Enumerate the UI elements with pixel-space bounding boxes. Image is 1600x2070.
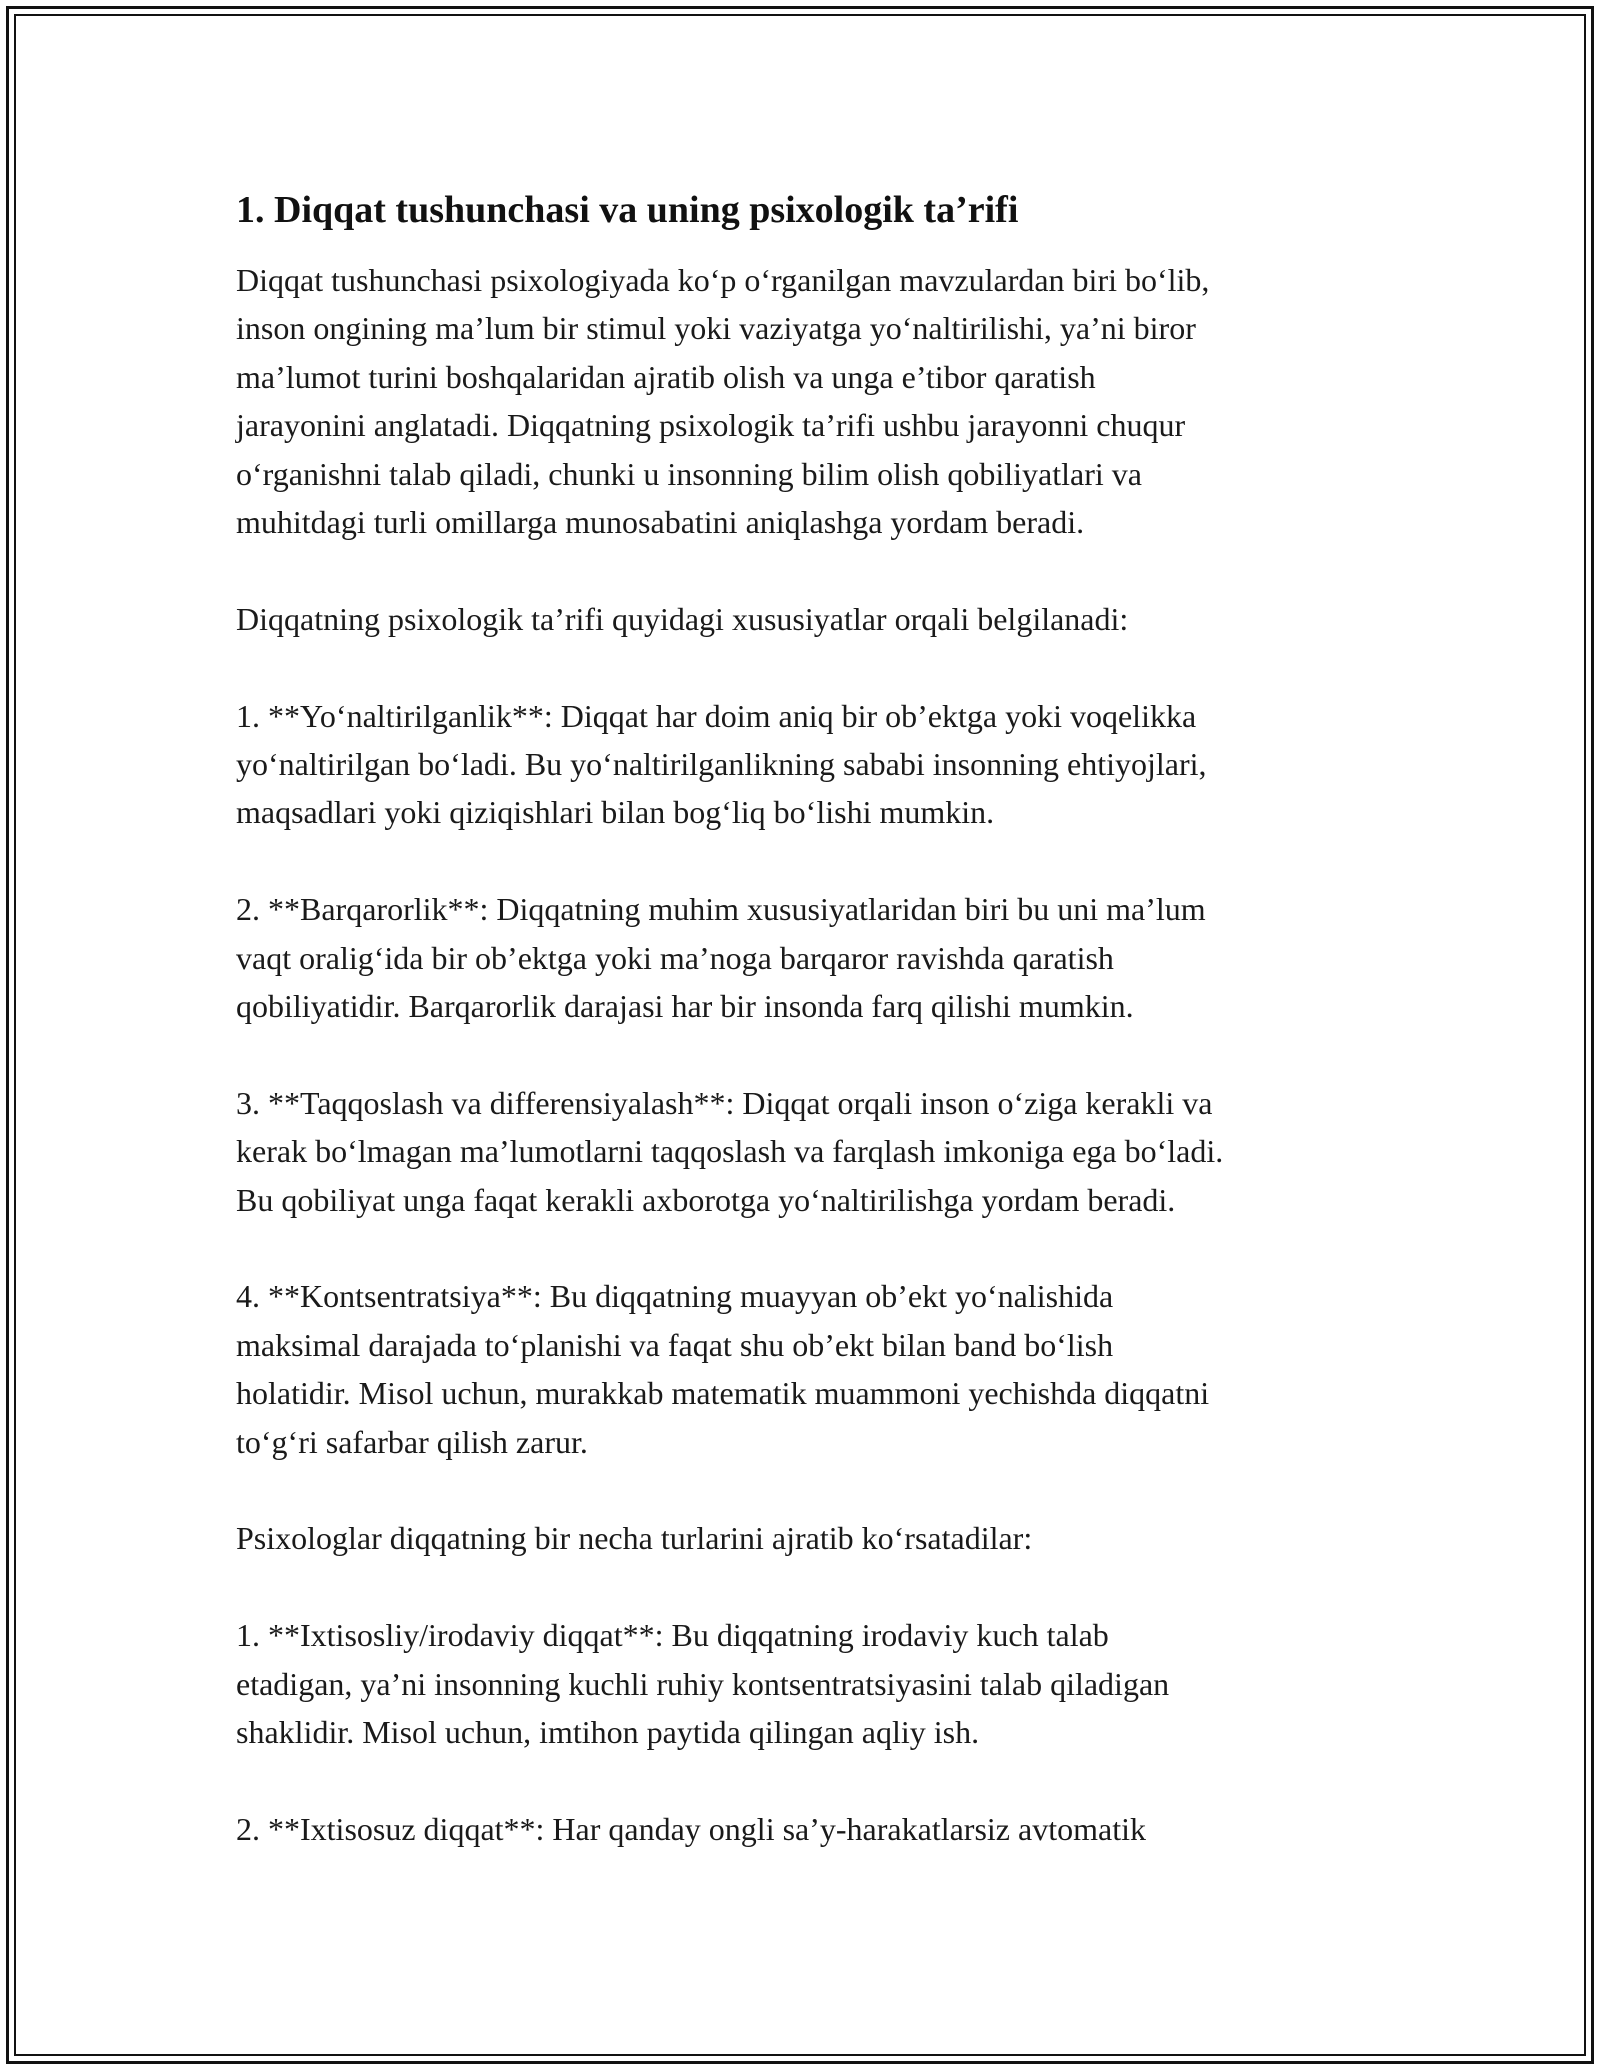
text-line: Diqqat tushunchasi psixologiyada ko‘p o‘rganilgan mavzulardan biri bo‘lib, — [236, 262, 1210, 298]
paragraph — [236, 595, 1386, 643]
text-line: o‘rganishni talab qiladi, chunki u insonning bilim olish qobiliyatlari va — [236, 455, 1142, 492]
paragraph — [236, 1272, 1386, 1466]
text-line: 1. **Yo‘naltirilganlik**: Diqqat har doim aniq bir ob’ektga yoki voqelikka — [236, 697, 1197, 734]
paragraph — [236, 1079, 1386, 1224]
text-line: muhitdagi turli omillarga munosabatini aniqlashga yordam beradi. — [236, 504, 1085, 541]
text-line: ma’lumot turini boshqalaridan ajratib olish va unga e’tibor qaratish — [236, 358, 1096, 395]
text-line: Diqqatning psixologik ta’rifi quyidagi xususiyatlar orqali belgilanadi: — [236, 600, 1129, 637]
text-line: qobiliyatidir. Barqarorlik darajasi har bir insonda farq qilishi mumkin. — [236, 988, 1134, 1025]
text-line: etadigan, ya’ni insonning kuchli ruhiy kontsentratsiyasini talab qiladigan — [236, 1665, 1170, 1702]
paragraph-container — [236, 256, 1386, 1853]
paragraph — [236, 256, 1386, 546]
paragraph — [236, 1805, 1386, 1853]
text-line: 4. **Kontsentratsiya**: Bu diqqatning muayyan ob’ekt yo‘nalishida — [236, 1278, 1114, 1315]
text-line: to‘g‘ri safarbar qilish zarur. — [236, 1423, 588, 1460]
text-line: Psixologlar diqqatning bir necha turlarini ajratib ko‘rsatadilar: — [236, 1520, 1033, 1557]
text-line: kerak bo‘lmagan ma’lumotlarni taqqoslash va farqlash imkoniga ega bo‘ladi. — [236, 1133, 1224, 1170]
paragraph — [236, 692, 1386, 837]
text-line: jarayonini anglatadi. Diqqatning psixologik ta’rifi ushbu jarayonni chuqur — [236, 407, 1186, 444]
text-line: yo‘naltirilgan bo‘ladi. Bu yo‘naltirilganlikning sababi insonning ehtiyojlari, — [236, 746, 1207, 783]
text-line: 2. **Ixtisosuz diqqat**: Har qanday ongli sa’y-harakatlarsiz avtomatik — [236, 1810, 1146, 1847]
text-line: maqsadlari yoki qiziqishlari bilan bog‘liq bo‘lishi mumkin. — [236, 794, 995, 831]
text-line: vaqt oralig‘ida bir ob’ektga yoki ma’noga barqaror ravishda qaratish — [236, 939, 1114, 976]
section-heading: 1. Diqqat tushunchasi va uning psixologik ta’rifi — [236, 189, 1019, 231]
text-line: shaklidir. Misol uchun, imtihon paytida qilingan aqliy ish. — [236, 1714, 980, 1751]
text-line: maksimal darajada to‘planishi va faqat shu ob’ekt bilan band bo‘lish — [236, 1326, 1114, 1363]
paragraph — [236, 885, 1386, 1030]
text-line: 2. **Barqarorlik**: Diqqatning muhim xususiyatlaridan biri bu uni ma’lum — [236, 891, 1206, 928]
document-body — [236, 186, 1386, 1902]
text-line: 1. **Ixtisosliy/irodaviy diqqat**: Bu diqqatning irodaviy kuch talab — [236, 1617, 1109, 1654]
paragraph — [236, 1514, 1386, 1562]
text-line: Bu qobiliyat unga faqat kerakli axborotga yo‘naltirilishga yordam beradi. — [236, 1181, 1176, 1218]
text-line: holatidir. Misol uchun, murakkab matematik muammoni yechishda diqqatni — [236, 1375, 1210, 1412]
text-line: 3. **Taqqoslash va differensiyalash**: Diqqat orqali inson o‘ziga kerakli va — [236, 1084, 1213, 1121]
paragraph — [236, 1611, 1386, 1756]
text-line: inson ongining ma’lum bir stimul yoki vaziyatga yo‘naltirilishi, ya’ni biror — [236, 310, 1196, 347]
